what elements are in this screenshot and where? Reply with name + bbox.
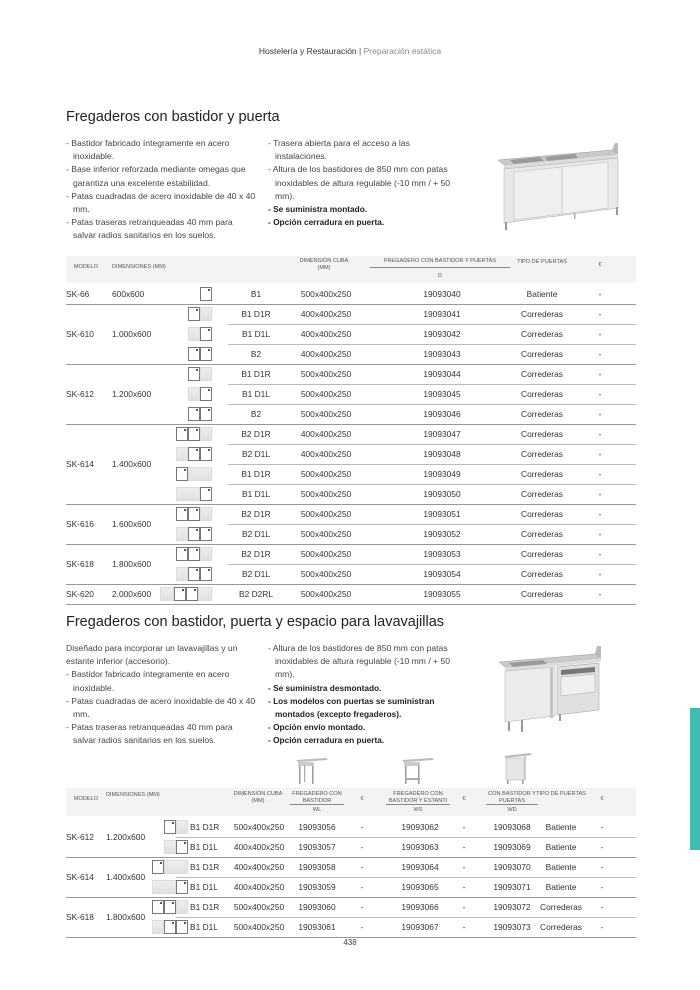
wl-price-cell: - (360, 842, 364, 852)
bowl-dimension-cell: 500x400x250 (300, 549, 352, 559)
model-cell: SK-610 (66, 329, 94, 339)
dimensions-cell: 1.600x600 (112, 519, 152, 529)
config-cell: B1 D1L (242, 389, 270, 399)
reference-code-cell: 19093048 (423, 449, 461, 459)
wl-code-cell: 19093061 (298, 922, 336, 932)
sink-layout-double-bowl-drain-right-icon (176, 427, 212, 441)
door-type-cell: Batiente (545, 842, 577, 852)
door-type-cell: Correderas (521, 409, 563, 419)
th-price: € (600, 796, 604, 802)
wd-code-cell: 19093073 (493, 922, 531, 932)
sink-layout-bowl-left-drain-right-icon (188, 367, 212, 381)
reference-code-cell: 19093045 (423, 389, 461, 399)
bowl-dimension-cell: 400x400x250 (300, 329, 352, 339)
bowl-dimension-cell: 500x400x250 (300, 409, 352, 419)
sink-layout-long-drain-left-bowl-right-icon (152, 880, 188, 894)
ws-code-cell: 19093067 (401, 922, 439, 932)
sink-layout-long-drain-left-bowl-right-icon (176, 487, 212, 501)
spec-item: - Patas cuadradas de acero inoxidable de 40 x 40 mm. (66, 190, 256, 215)
price-cell: - (600, 922, 604, 932)
sink-layout-bowl-left-drain-right-icon (164, 820, 188, 834)
config-cell: B2 D1R (241, 429, 271, 439)
sink-layout-double-bowl-icon (188, 347, 212, 361)
th-model: MODELO (73, 796, 99, 802)
ws-price-cell: - (462, 822, 466, 832)
model-cell: SK-66 (66, 289, 90, 299)
spec-item: - Patas traseras retranqueadas 40 mm para salvar radios sanitarios en los suelos. (66, 722, 233, 746)
spec-item: - Altura de los bastidores de 850 mm con patas inoxidables de altura regulable (-10 mm / + 50 mm). (268, 643, 451, 680)
sink-layout-double-bowl-drain-right-icon (176, 547, 212, 561)
bowl-dimension-cell: 400x400x250 (300, 449, 352, 459)
sink-unit-sliding-doors-photo (490, 138, 625, 233)
subcategory-label: Preparación estática (363, 46, 442, 56)
spec-item: - Trasera abierta para el acceso a las instalaciones. (268, 138, 410, 162)
sink-layout-bowl-left-long-drain-right-icon (152, 860, 188, 874)
wl-variant-photo (292, 754, 332, 786)
dimensions-cell: 600x600 (112, 289, 145, 299)
bowl-dimension-cell: 400x400x250 (233, 882, 285, 892)
th-group-label: FREGADERO CON BASTIDOR Y PUERTAS (383, 258, 497, 264)
th-model: MODELO (73, 264, 99, 270)
model-cell: SK-616 (66, 519, 94, 529)
config-cell: B1 D1R (190, 902, 220, 912)
price-cell: - (598, 369, 602, 379)
th-ws-code: WS (413, 807, 423, 813)
dimensions-cell: 1.400x600 (112, 459, 152, 469)
bowl-dimension-cell: 500x400x250 (300, 369, 352, 379)
sink-layout-single-bowl-icon (200, 287, 212, 301)
price-cell: - (600, 822, 604, 832)
config-cell: B1 D1R (190, 862, 220, 872)
wd-code-cell: 19093068 (493, 822, 531, 832)
spec-item: - Base inferior reforzada mediante omegas que garantiza una excelente estabilidad. (66, 164, 246, 188)
ws-code-cell: 19093063 (401, 842, 439, 852)
door-type-cell: Correderas (521, 529, 563, 539)
reference-code-cell: 19093041 (423, 309, 461, 319)
spec-item-bold: - Se suministra montado. (268, 204, 368, 215)
door-type-cell: Correderas (521, 349, 563, 359)
door-type-cell: Correderas (521, 309, 563, 319)
wd-variant-photo (500, 750, 540, 786)
spec-item: - Bastidor fabricado íntegramente en acero inoxidable. (66, 669, 230, 693)
config-cell: B1 D1L (242, 329, 270, 339)
config-cell: B2 D2RL (239, 589, 273, 599)
intro-text: Diseñado para incorporar un lavavajillas y un estante inferior (accesorio). (66, 643, 238, 667)
bowl-dimension-cell: 500x400x250 (300, 569, 352, 579)
door-type-cell: Correderas (521, 469, 563, 479)
th-ws-underline (386, 804, 450, 805)
price-cell: - (598, 489, 602, 499)
door-type-cell: Correderas (521, 489, 563, 499)
sink-layout-drain-left-double-bowl-icon (152, 920, 188, 934)
th-wd-underline (486, 804, 538, 805)
door-type-cell: Batiente (545, 882, 577, 892)
model-cell: SK-620 (66, 589, 94, 599)
th-door-type: TIPO DE PUERTAS (536, 791, 586, 797)
price-cell: - (598, 289, 602, 299)
config-cell: B1 D1L (190, 842, 218, 852)
reference-code-cell: 19093047 (423, 429, 461, 439)
spec-item-bold: - Los modelos con puertas se suministran montados (excepto fregaderos). (268, 695, 435, 720)
model-cell: SK-612 (66, 832, 94, 842)
th-ws-label: FREGADERO CON BASTIDOR Y ESTANTI (388, 791, 448, 804)
config-cell: B2 D1R (241, 509, 271, 519)
config-cell: B1 D1R (241, 469, 271, 479)
door-type-cell: Correderas (521, 589, 563, 599)
reference-code-cell: 19093055 (423, 589, 461, 599)
door-type-cell: Correderas (521, 369, 563, 379)
dimensions-cell: 1.800x600 (112, 559, 152, 569)
spec-item: - Patas cuadradas de acero inoxidable de 40 x 40 mm. (66, 695, 256, 720)
wl-price-cell: - (360, 882, 364, 892)
reference-code-cell: 19093050 (423, 489, 461, 499)
ws-code-cell: 19093062 (401, 822, 439, 832)
th-dimensions: DIMENSIONES (MM) (106, 792, 160, 798)
spec-item: - Bastidor fabricado íntegramente en acero inoxidable. (66, 138, 230, 162)
ws-code-cell: 19093066 (401, 902, 439, 912)
page-header (0, 46, 700, 56)
price-cell: - (598, 329, 602, 339)
door-type-cell: Correderas (521, 329, 563, 339)
price-cell: - (598, 309, 602, 319)
th-dimensions: DIMENSIONES (MM) (112, 264, 166, 270)
bowl-dimension-cell: 500x400x250 (300, 529, 352, 539)
th-wl-price: € (360, 796, 364, 802)
sink-layout-bowl-left-long-drain-right-icon (176, 467, 212, 481)
ws-price-cell: - (462, 902, 466, 912)
bowl-dimension-cell: 400x400x250 (233, 842, 285, 852)
reference-code-cell: 19093051 (423, 509, 461, 519)
section2-title: Fregaderos con bastidor, puerta y espacio para lavavajillas (66, 614, 445, 630)
wl-code-cell: 19093059 (298, 882, 336, 892)
bowl-dimension-cell: 400x400x250 (300, 309, 352, 319)
ws-price-cell: - (462, 842, 466, 852)
th-bowl-dimension: DIMENSIÓN CUBA (MM) (299, 258, 349, 271)
door-type-cell: Correderas (521, 389, 563, 399)
section-color-tab (690, 708, 700, 850)
reference-code-cell: 19093044 (423, 369, 461, 379)
reference-code-cell: 19093053 (423, 549, 461, 559)
model-cell: SK-614 (66, 459, 94, 469)
sink-layout-drain-left-double-bowl-icon (176, 447, 212, 461)
wd-code-cell: 19093069 (493, 842, 531, 852)
config-cell: B1 (250, 289, 262, 299)
door-type-cell: Correderas (521, 429, 563, 439)
bowl-dimension-cell: 400x400x250 (300, 429, 352, 439)
sink-layout-drain-left-bowl-right-icon (164, 840, 188, 854)
price-cell: - (598, 409, 602, 419)
spec-item: - Patas traseras retranqueadas 40 mm para salvar radios sanitarios en los suelos. (66, 217, 233, 241)
price-cell: - (598, 389, 602, 399)
config-cell: B2 D1L (242, 529, 270, 539)
price-cell: - (598, 569, 602, 579)
price-cell: - (600, 862, 604, 872)
door-type-cell: Correderas (521, 509, 563, 519)
config-cell: B2 (250, 349, 262, 359)
reference-code-cell: 19093046 (423, 409, 461, 419)
wl-price-cell: - (360, 862, 364, 872)
bowl-dimension-cell: 500x400x250 (233, 922, 285, 932)
wl-price-cell: - (360, 922, 364, 932)
config-cell: B2 (250, 409, 262, 419)
price-cell: - (598, 429, 602, 439)
page-number: 438 (343, 938, 357, 947)
config-cell: B1 D1R (241, 369, 271, 379)
sink-layout-drain-left-double-bowl-icon (176, 567, 212, 581)
price-cell: - (598, 509, 602, 519)
ws-price-cell: - (462, 862, 466, 872)
price-cell: - (598, 469, 602, 479)
th-wl-underline (290, 804, 344, 805)
door-type-cell: Batiente (545, 862, 577, 872)
dimensions-cell: 1.800x600 (106, 912, 146, 922)
bowl-dimension-cell: 500x400x250 (300, 469, 352, 479)
spec-item-bold: - Se suministra desmontado. (268, 682, 382, 693)
th-door-type: TIPO DE PUERTAS (517, 259, 567, 265)
sink-layout-drain-left-bowl-right-icon (188, 327, 212, 341)
config-cell: B1 D1R (190, 822, 220, 832)
section2-right-text (268, 642, 458, 748)
ws-code-cell: 19093065 (401, 882, 439, 892)
ws-code-cell: 19093064 (401, 862, 439, 872)
bowl-dimension-cell: 500x400x250 (300, 509, 352, 519)
sink-unit-dishwasher-photo (495, 640, 615, 735)
wd-code-cell: 19093071 (493, 882, 531, 892)
price-cell: - (600, 902, 604, 912)
section1-right-text (268, 137, 458, 229)
reference-code-cell: 19093040 (423, 289, 461, 299)
th-group-underline (370, 267, 510, 268)
bowl-dimension-cell: 400x400x250 (300, 349, 352, 359)
config-cell: B1 D1R (241, 309, 271, 319)
th-wd-label: CON BASTIDOR Y PUERTAS (488, 791, 536, 804)
config-cell: B1 D1L (190, 922, 218, 932)
wl-code-cell: 19093060 (298, 902, 336, 912)
model-cell: SK-612 (66, 389, 94, 399)
door-type-cell: Correderas (521, 449, 563, 459)
model-cell: SK-614 (66, 872, 94, 882)
sink-layout-bowl-left-drain-right-icon (188, 307, 212, 321)
price-cell: - (598, 349, 602, 359)
category-label: Hostelería y Restauración (258, 46, 357, 56)
header-separator: | (359, 46, 362, 56)
ws-price-cell: - (462, 882, 466, 892)
wl-price-cell: - (360, 822, 364, 832)
config-cell: B2 D1R (241, 549, 271, 559)
wd-code-cell: 19093070 (493, 862, 531, 872)
dimensions-cell: 1.200x600 (106, 832, 146, 842)
price-cell: - (598, 589, 602, 599)
reference-code-cell: 19093043 (423, 349, 461, 359)
door-type-cell: Correderas (521, 569, 563, 579)
th-price: € (598, 262, 602, 268)
section1-title: Fregaderos con bastidor y puerta (66, 109, 280, 125)
ws-price-cell: - (462, 922, 466, 932)
th-bowl-dimension: DIMENSIÓN CUBA (MM) (233, 791, 283, 804)
reference-code-cell: 19093054 (423, 569, 461, 579)
th-wl-label: FREGADERO CON BASTIDOR (292, 791, 342, 804)
reference-code-cell: 19093049 (423, 469, 461, 479)
config-cell: B1 D1L (190, 882, 218, 892)
bowl-dimension-cell: 500x400x250 (233, 822, 285, 832)
wl-code-cell: 19093057 (298, 842, 336, 852)
model-cell: SK-618 (66, 912, 94, 922)
bowl-dimension-cell: 500x400x250 (300, 589, 352, 599)
door-type-cell: Batiente (526, 289, 558, 299)
bowl-dimension-cell: 400x400x250 (233, 862, 285, 872)
sink-layout-double-bowl-drain-right-icon (176, 507, 212, 521)
wl-code-cell: 19093058 (298, 862, 336, 872)
dimensions-cell: 1.000x600 (112, 329, 152, 339)
sink-layout-drain-left-bowl-right-icon (188, 387, 212, 401)
price-cell: - (600, 882, 604, 892)
wl-price-cell: - (360, 902, 364, 912)
door-type-cell: Correderas (540, 902, 582, 912)
dimensions-cell: 1.400x600 (106, 872, 146, 882)
bowl-dimension-cell: 500x400x250 (233, 902, 285, 912)
door-type-cell: Correderas (521, 549, 563, 559)
spec-item: - Altura de los bastidores de 850 mm con patas inoxidables de altura regulable (-10 mm / + 50 mm). (268, 164, 451, 201)
config-cell: B2 D1L (242, 449, 270, 459)
sink-layout-drain-double-bowl-drain-icon (160, 587, 212, 601)
price-cell: - (598, 449, 602, 459)
th-ws-price: € (462, 796, 466, 802)
spec-item-bold: - Opción cerradura en puerta. (268, 735, 385, 746)
section2-left-text (66, 642, 258, 748)
reference-code-cell: 19093052 (423, 529, 461, 539)
section1-left-text (66, 137, 258, 243)
config-cell: B1 D1L (242, 489, 270, 499)
group-divider (66, 604, 636, 605)
price-cell: - (598, 529, 602, 539)
sink-layout-drain-left-double-bowl-icon (176, 527, 212, 541)
spec-item-bold: - Opción envío montado. (268, 722, 366, 733)
bowl-dimension-cell: 500x400x250 (300, 489, 352, 499)
spec-item-bold: - Opción cerradura en puerta. (268, 217, 385, 228)
reference-code-cell: 19093042 (423, 329, 461, 339)
dimensions-cell: 1.200x600 (112, 389, 152, 399)
dimensions-cell: 2.000x600 (112, 589, 152, 599)
th-wl-code: WL (312, 807, 322, 813)
wd-code-cell: 19093072 (493, 902, 531, 912)
sink-layout-double-bowl-icon (188, 407, 212, 421)
door-type-cell: Correderas (540, 922, 582, 932)
price-cell: - (598, 549, 602, 559)
sink-layout-double-bowl-drain-right-icon (152, 900, 188, 914)
price-cell: - (600, 842, 604, 852)
config-cell: B2 D1L (242, 569, 270, 579)
model-cell: SK-618 (66, 559, 94, 569)
bowl-dimension-cell: 500x400x250 (300, 289, 352, 299)
door-type-cell: Batiente (545, 822, 577, 832)
ws-variant-photo (398, 754, 438, 786)
th-wd-code: WD (507, 807, 517, 813)
wl-code-cell: 19093056 (298, 822, 336, 832)
bowl-dimension-cell: 500x400x250 (300, 389, 352, 399)
th-group-code: D (437, 273, 443, 279)
